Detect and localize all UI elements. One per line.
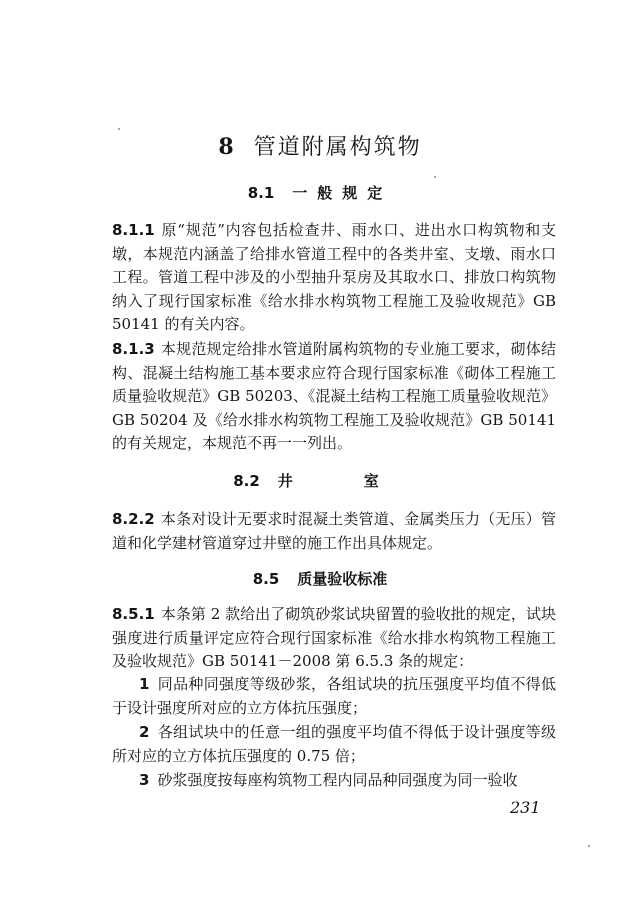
list-item-1 [112, 673, 556, 720]
scan-speck [588, 845, 590, 847]
section-heading-8-1 [0, 182, 640, 203]
clause-text: 本条对设计无要求时混凝土类管道、金属类压力（无压）管道和化学建材管道穿过井壁的施工作出具体规定。 [112, 510, 556, 552]
item-text: 同品种同强度等级砂浆，各组试块的抗压强度平均值不得低于设计强度所对应的立方体抗压强度； [112, 675, 556, 717]
clause-8-2-2 [112, 508, 556, 555]
clause-number: 8.5.1 [112, 605, 155, 623]
clause-number: 8.1.3 [112, 340, 155, 358]
item-text: 各组试块中的任意一组的强度平均值不得低于设计强度等级所对应的立方体抗压强度的 0.75 倍； [112, 723, 556, 765]
section-number: 8.1 [247, 184, 275, 202]
section-number: 8.5 [252, 570, 280, 588]
section-number: 8.2 [233, 472, 260, 490]
item-number: 2 [139, 723, 150, 741]
clause-text: 原“规范”内容包括检查井、雨水口、进出水口构筑物和支墩，本规范内涵盖了给排水管道工程中的各类井室、支墩、雨水口工程。管道工程中涉及的小型抽升泵房及其取水口、排放口构筑物纳入了现行国家标准《给水排水构筑物工程施工及验收规范》GB 50141 的有关内容。 [112, 221, 556, 334]
chapter-title [0, 130, 640, 161]
clause-number: 8.2.2 [112, 510, 155, 528]
page-number: 231 [510, 798, 541, 817]
scan-speck [118, 128, 120, 130]
clause-8-1-3 [112, 338, 556, 456]
chapter-number: 8 [218, 134, 236, 160]
clause-number: 8.1.1 [112, 221, 155, 239]
clause-text: 本条第 2 款给出了砌筑砂浆试块留置的验收批的规定，试块强度进行质量评定应符合现行国家标准《给水排水构筑物工程施工及验收规范》GB 50141－2008 第 6.5.3 条的规定： [112, 605, 556, 671]
scan-speck [434, 176, 436, 178]
section-heading-8-2 [0, 470, 640, 491]
list-item-2 [112, 721, 556, 768]
list-item-3 [112, 769, 556, 793]
clause-8-1-1 [112, 219, 556, 337]
section-title: 井 室 [277, 472, 407, 490]
item-number: 1 [139, 675, 150, 693]
section-title: 一般规定 [292, 184, 393, 202]
item-text: 砂浆强度按每座构筑物工程内同品种同强度为同一验收 [157, 771, 518, 789]
item-number: 3 [139, 771, 150, 789]
section-title: 质量验收标准 [297, 570, 388, 588]
chapter-title-text: 管道附属构筑物 [253, 135, 422, 160]
clause-text: 本规范规定给排水管道附属构筑物的专业施工要求，砌体结构、混凝土结构施工基本要求应符合现行国家标准《砌体工程施工质量验收规范》GB 50203、《混凝土结构工程施工质量验收规范》GB 50204 及《给水排水构筑物工程施工及验收规范》GB 50141 的有关规定，本规范不再一一列出。 [112, 340, 556, 453]
section-heading-8-5 [0, 568, 640, 589]
clause-8-5-1 [112, 603, 556, 674]
